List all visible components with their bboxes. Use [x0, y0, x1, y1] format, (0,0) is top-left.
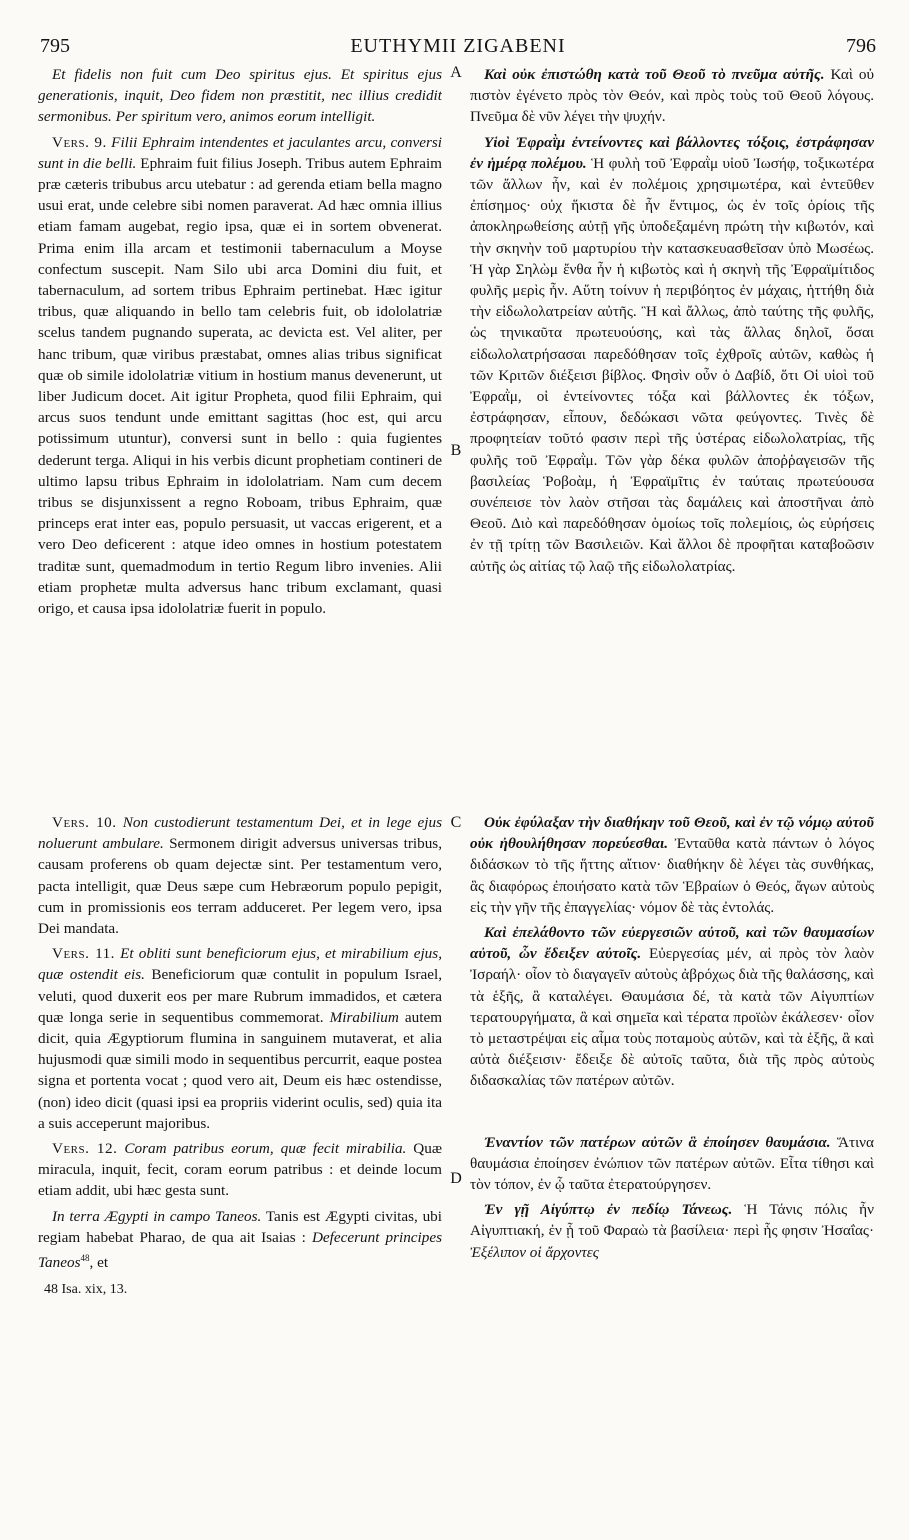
running-header — [40, 34, 876, 58]
greek-commentary: Ἡ Τάνις πόλις ἦν Αἰγυπτιακή, ἐν ᾗ τοῦ Φαραὼ τὰ βασίλεια· περὶ ἧς φησιν Ἠσαΐας· — [470, 1201, 874, 1240]
latin-tanis: In terra Ægypti in campo Taneos. Tanis est Ægypti civitas, ubi regiam habebat Pharao, de qua ait Isaias : Defecerunt principes Taneos$^{48}$, et — [38, 1207, 442, 1272]
verse-lemma: Non custodierunt testamentum Dei, et in lege ejus noluerunt ambulare. — [38, 814, 442, 853]
greek-commentary: Ἐνταῦθα κατὰ πάντων ὁ λόγος διδάσκων τὸ τῆς ἥττης αἴτιον· διαθήκην δὲ λέγει τὰς συνθήκας, ἃς διαφόρως ἐποιήσατο κατὰ τῶν Ἑβραίων ὁ Θεός, ἄγων αὐτοὺς εἰς τὴν γῆν τῆς ἐπαγγελίας· νόμον δὲ τὰς ἐντολάς. — [470, 835, 874, 916]
greek-lemma: Καὶ ἐπελάθοντο τῶν εὐεργεσιῶν αὐτοῦ, καὶ τῶν θαυμασίων αὐτοῦ, ὧν ἔδειξεν αὐτοῖς. — [470, 924, 874, 963]
greek-lemma: Ἐν γῇ Αἰγύπτῳ ἐν πεδίῳ Τάνεως. — [484, 1201, 733, 1219]
margin-letter-a: A — [450, 64, 462, 81]
latin-verse-12 — [38, 1138, 442, 1202]
verse-label: Vers. 12. — [52, 1140, 118, 1158]
greek-paragraph — [470, 812, 874, 918]
greek-paragraph — [470, 922, 874, 1092]
greek-commentary: Καὶ οὐ πιστὸν ἐγένετο πρὸς τὸν Θεόν, καὶ πρὸς τοὺς τοῦ Θεοῦ λόγους. Πνεῦμα δὲ νῦν λέγει τὴν ψυχήν. — [470, 66, 874, 126]
greek-paragraph — [470, 64, 874, 128]
footnote-marker: 48 — [80, 1253, 90, 1264]
greek-paragraph — [470, 1199, 874, 1263]
quotation: Ἐξέλιπον οἱ ἄρχοντες — [470, 1243, 599, 1261]
greek-commentary: Ἅτινα θαυμάσια ἐποίησεν ἐνώπιον τῶν πατέρων αὐτῶν. Εἶτα τίθησι καὶ τὸν τόπον, ἐν ᾧ ταῦτα ἐτερατούργησεν. — [470, 1133, 874, 1194]
greek-column-top — [470, 64, 874, 766]
verse-commentary: Quæ miracula, inquit, fecit, coram eorum patribus : et deinde locum etiam addit, ubi hæc gesta sunt. — [38, 1140, 442, 1200]
left-page-number: 795 — [40, 35, 70, 57]
margin-letter-d: D — [450, 1170, 462, 1187]
verse-label: Vers. 10. — [52, 814, 117, 831]
greek-lemma: Ἐναντίον τῶν πατέρων αὐτῶν ἃ ἐποίησεν θαυμάσια. — [484, 1133, 831, 1151]
right-page-number: 796 — [846, 35, 876, 57]
greek-paragraph — [470, 1132, 874, 1196]
verse-commentary: Tanis est Ægypti civitas, ubi regiam habebat Pharao, de qua ait Isaias : — [38, 1207, 442, 1246]
greek-lemma: Οὐκ ἐφύλαξαν τὴν διαθήκην τοῦ Θεοῦ, καὶ ἐν τῷ νόμῳ αὐτοῦ οὐκ ἠθουλήθησαν πορεύεσθαι. — [470, 814, 874, 853]
margin-letter-b: B — [450, 442, 462, 459]
footnote: 48 Isa. xix, 13. — [44, 1282, 128, 1298]
verse-lemma: Coram patribus eorum, quæ fecit mirabilia. — [124, 1140, 407, 1158]
latin-column-top — [38, 64, 442, 766]
greek-lemma: Καὶ οὐκ ἐπιστώθη κατὰ τοῦ Θεοῦ τὸ πνεῦμα αὐτῆς. — [484, 66, 825, 83]
latin-column-bottom — [38, 812, 442, 1452]
emphasis-word: Mirabilium — [329, 1008, 399, 1026]
latin-verse-11 — [38, 943, 442, 1134]
latin-verse-10 — [38, 812, 442, 939]
greek-lemma: Υἱοὶ Ἐφραῒμ ἐντείνοντες καὶ βάλλοντες τόξοις, ἐστράφησαν ἐν ἡμέρᾳ πολέμου. — [470, 133, 874, 172]
greek-commentary: Ἡ φυλὴ τοῦ Ἐφραῒμ υἱοῦ Ἰωσήφ, τοξικωτέρα τῶν ἄλλων ἦν, καὶ ἐν πολέμοις χρησιμωτέρα, καὶ ἐντεῦθεν ἐπίσημος· οὐχ ἥκιστα δὲ ἦν ἔντιμος, ὡς ἐν τοῖς ὁρίοις τῆς ἀποκληρωθείσης αὐτῇ γῆς ὑποδεξαμένη πρώτη τὴν κιβωτόν, καὶ τὴν σκηνὴν τοῦ μαρτυρίου τὴν κατασκευασθεῖσαν ὑπὸ Μωσέως. Ἡ γὰρ Σηλὼμ ἔνθα ἦν ἡ κιβωτὸς καὶ ἡ σκηνὴ τῆς Ἐφραϊμίτιδος φυλῆς μερὶς ἦν. Αὕτη τοίνυν ἡ περιβόητος ἐν μάχαις, ἡττήθη διὰ τὴν εἰδωλολατρείαν αὐτῆς. Ἢ καὶ ἄλλως, ἀπὸ ταύτης τῆς φυλῆς, ὡς τηνικαῦτα πρωτευούσης, καὶ τὰς ἄλλας δηλοῖ, ὅσαι εἰδωλολατρήσασαι παρεδόθησαν τοῖς ἐχθροῖς αὐτῶν, καθὼς ἡ τῶν Κριτῶν διέξεισι βίβλος. Φησὶν οὖν ὁ Δαβίδ, ὅτι Οἱ υἱοὶ τοῦ Ἐφραῒμ, οἱ ἐντείνοντες τόξα καὶ βάλλοντες ἐκ τόξων, ἐστράφησαν, εἶπουν, δεδώκασι νῶτα φεύγοντες. Τινὲς δὲ προφητείαν τοῦτό φασιν περὶ τῆς ὑστέρας εἰδωλολατρίας, τῆς φυλῆς τοῦ Ἐφραῒμ. Τῶν γὰρ δέκα φυλῶν ἀποῤῥαγεισῶν τῆς βασιλείας Ῥοβοὰμ, ἡ Ἐφραϊμῖτις ἐν ταύταις πρωτεύουσα συνέπεισε τὸν λαὸν στῆσαι τὰς δαμάλεις καὶ ἀποστῆναι ἀπὸ Θεοῦ. Διὸ καὶ παρεδόθησαν ὁμοίως τοῖς πολεμίοις, ὡς εὑρήσεις ἐν τῇ τρίτῃ τῶν Βασιλειῶν. Καὶ ἄλλοι δὲ προφῆται καταβοῶσιν αὐτῆς ὡς αἰτίας τῷ λαῷ τῆς εἰδωλολατρίας. — [470, 154, 874, 575]
margin-letter-c: C — [450, 814, 462, 831]
verse-commentary: Sermonem dirigit adversus universas tribus, causam proferens ob quam dejectæ sint. Per testamentum vero, pacta intelligit, quæ Deus sæpe cum Hebræorum populo pepigit, cum in promissionis eos terram adduceret. Per legem vero, ipsa Dei mandata. — [38, 835, 442, 938]
verse-label: Vers. 9. — [52, 133, 107, 151]
greek-commentary: Εὐεργεσίας μέν, αἱ πρὸς τὸν λαὸν Ἰσραήλ· οἷον τὸ διαγαγεῖν αὐτοὺς ἀβρόχως διὰ τῆς θαλάσσης, καὶ τὰ ἑξῆς, ἃ καταλέγει. Θαυμάσια δέ, τὰ κατὰ τῶν Αἰγυπτίων τερατουργήματα, ἃ καὶ σημεῖα καὶ τέρατα προϊὼν ἐκάλεσεν· οἷον τὸ μεταστρέψαι εἰς αἷμα τοὺς ποταμοὺς αὐτῶν, καὶ τὰ ἑξῆς, ἃ καὶ αὐτὰ διέξεισιν· ἔδειξε δὲ αὐτοῖς ταῦτα, διὰ τῆς πρὸς αὐτοὺς διδασκαλίας τῶν πατέρων αὐτῶν. — [470, 945, 874, 1090]
verse-commentary: Ephraim fuit filius Joseph. Tribus autem Ephraim præ cæteris tribubus arcu utebatur : ad gerenda etiam bella magno usui erat, unde celebre sibi nomen paraverat. Ad hæc omnia illius etiam famam augebat, regio ipsa, quæ ei in sortem obvenerat. Prima enim illa arcam et testimonii tabernaculum a Moyse confectum suscepit. Nam Silo ubi arca Domini diu fuit, et tabernaculum, ad sortem tribus Ephraim pertinebat. Hæc igitur tribus, quæ aliquando in bello tam celebris fuit, ob idololatriæ scelus tandem pugnando superata, ac devicta est. Vel aliter, per hanc tribum, quæ viribus præstabat, omnes alias tribus significat quæ ob simile idololatriæ vitium in hostium manus devenerunt, ut liber Judicum docet. Ait igitur Propheta, quod filii Ephraim, qui arcus suos tendunt unde emittant sagittas (hoc est, qui arcu potissimum utuntur), conversi sunt in bello : quia fugientes dederunt terga. Aliqui in his verbis dicunt prophetiam contineri de ultimo lapsu tribus Ephraim in idololatriam. Nam cum decem tribus se disjunxissent a regno Roboam, tribus Ephraim, quæ princeps erat inter eas, populo persuasit, ut vaccas erigerent, et a vero Deo deficerent : atque ideo omnes in hostium potestatem traditæ sunt, quemadmodum in tertio Regum libro invenies. Alii etiam prophetæ multa adversus hanc tribum exclamant, quasi origo, et causa ipsa idololatriæ fuerit in populo. — [38, 154, 442, 618]
greek-column-bottom — [470, 812, 874, 1452]
greek-paragraph — [470, 132, 874, 577]
verse-commentary: autem dicit, quia Ægyptiorum flumina in sanguinem mutaverat, et alia hujusmodi quæ simili modo in sequentibus percurrit, eaque postea signa et portenta vocat ; quod vero ait, Deum eis hæc ostendisse, (non) ideo dicit (quasi ipsi ea propriis viderint oculis, sed) quia ita a suis acceperunt majoribus. — [38, 1008, 442, 1132]
verse-lemma: Et obliti sunt beneficiorum ejus, et mirabilium ejus, quæ ostendit eis. — [38, 945, 442, 984]
verse-lemma: In terra Ægypti in campo Taneos. — [52, 1207, 262, 1225]
verse-commentary: Beneficiorum quæ contulit in populum Israel, veluti, quod duxerit eos per mare Rubrum immadidos, et cætera quæ longa serie in sequentibus commemorat. — [38, 966, 442, 1026]
latin-verse-9 — [38, 132, 442, 620]
verse-label: Vers. 11. — [52, 945, 115, 963]
running-title: EUTHYMII ZIGABENI — [350, 35, 566, 57]
latin-paragraph: Et fidelis non fuit cum Deo spiritus ejus. Et spiritus ejus generationis, inquit, Deo fidem non præstitit, nec illius credidit sermonibus. Per spiritum vero, animos eorum intelligit. — [38, 66, 442, 126]
quotation: Defecerunt principes Taneos — [38, 1228, 442, 1272]
verse-lemma: Filii Ephraim intendentes et jaculantes arcu, conversi sunt in die belli. — [38, 133, 442, 172]
